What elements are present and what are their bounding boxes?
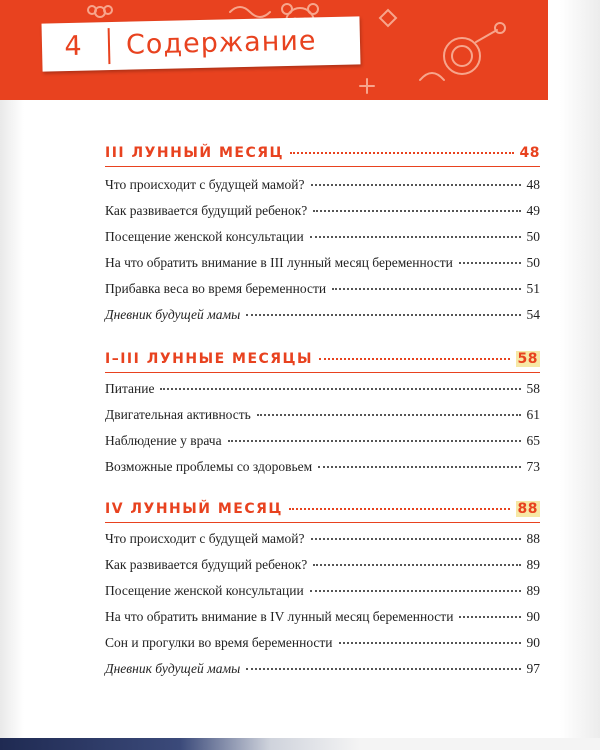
toc-entry[interactable]	[105, 661, 540, 677]
entry-title: Дневник будущей мамы	[105, 661, 241, 676]
toc-entry[interactable]	[105, 557, 540, 573]
toc-entry[interactable]	[105, 609, 540, 625]
section-underline	[105, 372, 540, 373]
section-page: 48	[519, 145, 540, 161]
section-title: I–III ЛУННЫЕ МЕСЯЦЫ	[105, 351, 314, 367]
toc-entry[interactable]	[105, 583, 540, 599]
entry-title: На что обратить внимание в IV лунный месяц беременности	[105, 609, 454, 624]
dot-leader	[339, 642, 521, 644]
dot-leader	[311, 538, 521, 540]
entry-title: Посещение женской консультации	[105, 583, 304, 598]
dot-leader	[459, 262, 521, 264]
scan-bottom-edge	[0, 738, 600, 750]
toc-section-1[interactable]	[105, 145, 540, 161]
entry-title: Наблюдение у врача	[105, 433, 222, 448]
dot-leader	[313, 564, 520, 566]
toc-section-3[interactable]	[105, 501, 540, 517]
section-title: IV ЛУННЫЙ МЕСЯЦ	[105, 501, 283, 517]
entry-page: 54	[526, 307, 540, 322]
entry-title: Что происходит с будущей мамой?	[105, 177, 305, 192]
title-card	[41, 16, 360, 71]
arc-doodle	[420, 73, 444, 80]
dot-leader	[289, 508, 510, 510]
plus-doodle	[360, 79, 374, 93]
entry-page: 49	[526, 203, 540, 218]
wave-doodle	[230, 7, 270, 17]
entry-page: 48	[526, 177, 540, 192]
dot-leader	[310, 590, 521, 592]
dot-leader	[228, 440, 521, 442]
entry-page: 90	[526, 635, 540, 650]
flower-doodle-icon	[88, 6, 112, 17]
page-number: 4	[64, 30, 82, 63]
toc-entry[interactable]	[105, 433, 540, 449]
entry-page: 89	[526, 583, 540, 598]
entry-title: На что обратить внимание в III лунный месяц беременности	[105, 255, 453, 270]
dot-leader	[246, 314, 520, 316]
dot-leader	[459, 616, 520, 618]
entry-title: Как развивается будущий ребенок?	[105, 557, 308, 572]
toc-entry[interactable]	[105, 229, 540, 245]
entry-title: Что происходит с будущей мамой?	[105, 531, 305, 546]
diamond-doodle	[380, 10, 396, 26]
dot-leader	[290, 152, 514, 154]
section-underline	[105, 166, 540, 167]
toc-entry[interactable]	[105, 203, 540, 219]
entry-page: 73	[526, 459, 540, 474]
dot-leader	[160, 388, 520, 390]
header-band	[0, 0, 548, 100]
entry-page: 65	[526, 433, 540, 448]
dot-leader	[319, 358, 509, 360]
dot-leader	[310, 236, 521, 238]
page-title: Содержание	[125, 25, 317, 61]
dot-leader	[311, 184, 521, 186]
toc-entry[interactable]	[105, 177, 540, 193]
entry-title: Сон и прогулки во время беременности	[105, 635, 333, 650]
toc-entry[interactable]	[105, 531, 540, 547]
section-title: III ЛУННЫЙ МЕСЯЦ	[105, 145, 284, 161]
entry-page: 50	[526, 229, 540, 244]
entry-title: Возможные проблемы со здоровьем	[105, 459, 313, 474]
entry-title: Двигательная активность	[105, 407, 251, 422]
entry-page: 90	[526, 609, 540, 624]
toc-section-2[interactable]	[105, 351, 540, 367]
entry-page: 97	[526, 661, 540, 676]
entry-page: 58	[526, 381, 540, 396]
section-page: 58	[517, 351, 538, 367]
entry-page: 88	[526, 531, 540, 546]
entry-title: Питание	[105, 381, 155, 396]
entry-title: Прибавка веса во время беременности	[105, 281, 327, 296]
dot-leader	[246, 668, 520, 670]
dot-leader	[257, 414, 521, 416]
toc-entry[interactable]	[105, 407, 540, 423]
rattle-doodle-icon	[444, 23, 505, 74]
toc-entry[interactable]	[105, 459, 540, 475]
toc-entry[interactable]	[105, 255, 540, 271]
entry-title: Дневник будущей мамы	[105, 307, 241, 322]
entry-title: Посещение женской консультации	[105, 229, 304, 244]
section-page: 88	[517, 501, 538, 517]
entry-title: Как развивается будущий ребенок?	[105, 203, 308, 218]
title-divider	[108, 28, 111, 64]
dot-leader	[318, 466, 520, 468]
dot-leader	[313, 210, 520, 212]
entry-page: 61	[526, 407, 540, 422]
toc-entry[interactable]	[105, 307, 540, 323]
toc-entry[interactable]	[105, 635, 540, 651]
entry-page: 50	[526, 255, 540, 270]
section-underline	[105, 522, 540, 523]
toc-entry[interactable]	[105, 381, 540, 397]
entry-page: 51	[526, 281, 540, 296]
dot-leader	[332, 288, 520, 290]
toc-entry[interactable]	[105, 281, 540, 297]
entry-page: 89	[526, 557, 540, 572]
